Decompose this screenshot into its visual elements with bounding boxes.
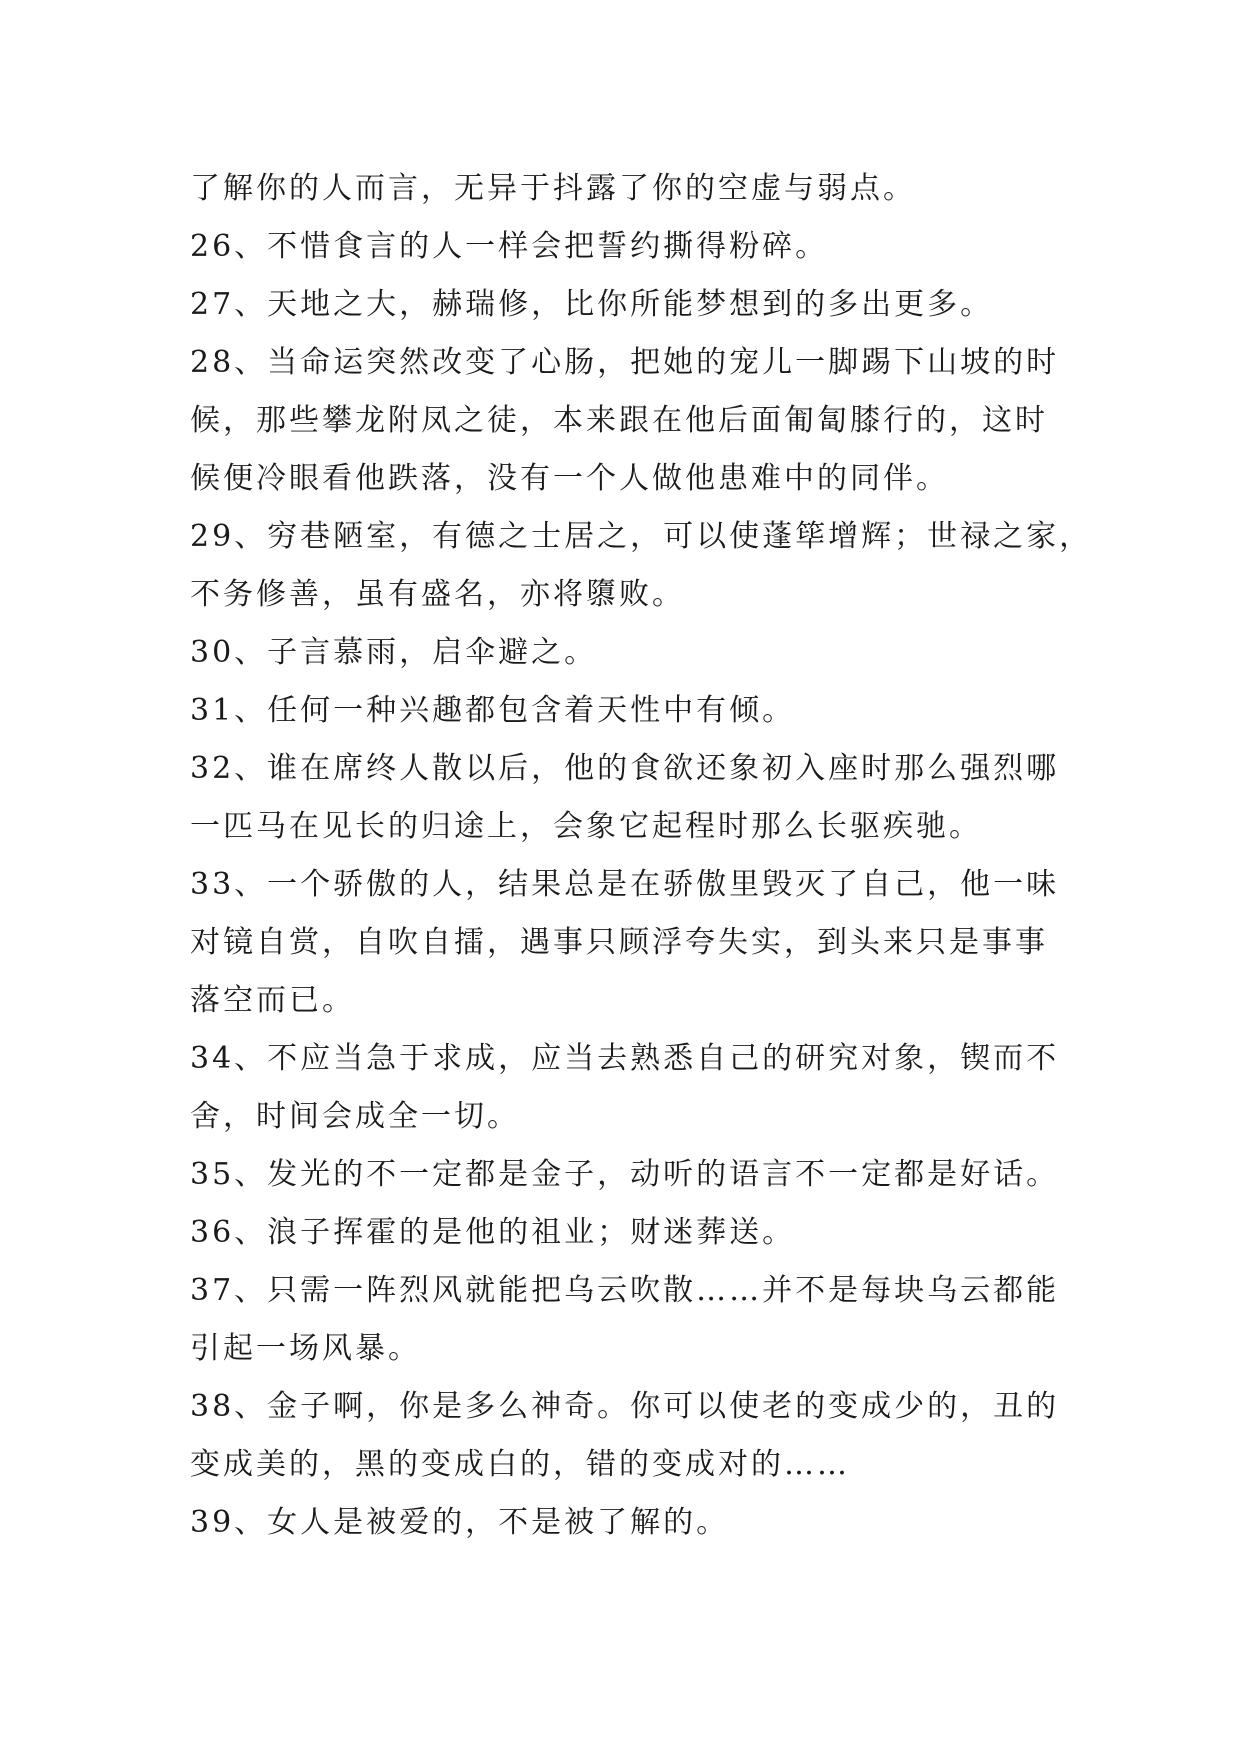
text-line: 舍，时间会成全一切。: [190, 1099, 520, 1134]
text-line: 33、一个骄傲的人，结果总是在骄傲里毁灭了自己，他一味: [190, 867, 1060, 902]
text-line: 一匹马在见长的归途上，会象它起程时那么长驱疾驰。: [190, 809, 982, 844]
text-line: 30、子言慕雨，启伞避之。: [190, 635, 598, 670]
text-line: 候，那些攀龙附凤之徒，本来跟在他后面匍匐膝行的，这时: [190, 403, 1048, 438]
text-line: 了解你的人而言，无异于抖露了你的空虚与弱点。: [190, 171, 916, 206]
text-line: 引起一场风暴。: [190, 1331, 421, 1366]
text-line: 候便冷眼看他跌落，没有一个人做他患难中的同伴。: [190, 461, 949, 496]
text-line: 36、浪子挥霍的是他的祖业；财迷葬送。: [190, 1215, 796, 1250]
text-line: 29、穷巷陋室，有德之士居之，可以使蓬筚增辉；世禄之家，: [190, 519, 1093, 554]
text-line: 落空而已。: [190, 983, 355, 1018]
text-line: 对镜自赏，自吹自擂，遇事只顾浮夸失实，到头来只是事事: [190, 925, 1048, 960]
document-page: [190, 160, 1093, 1552]
text-line: 35、发光的不一定都是金子，动听的语言不一定都是好话。: [190, 1157, 1060, 1192]
text-line: 38、金子啊，你是多么神奇。你可以使老的变成少的，丑的: [190, 1389, 1060, 1424]
text-line: 26、不惜食言的人一样会把誓约撕得粉碎。: [190, 229, 829, 264]
text-line: 32、谁在席终人散以后，他的食欲还象初入座时那么强烈哪: [190, 751, 1060, 786]
text-line: 37、只需一阵烈风就能把乌云吹散……并不是每块乌云都能: [190, 1273, 1060, 1308]
text-line: 变成美的，黑的变成白的，错的变成对的……: [190, 1447, 850, 1482]
text-line: 34、不应当急于求成，应当去熟悉自己的研究对象，锲而不: [190, 1041, 1060, 1076]
text-line: 39、女人是被爱的，不是被了解的。: [190, 1505, 730, 1540]
text-line: 28、当命运突然改变了心肠，把她的宠儿一脚踢下山坡的时: [190, 345, 1060, 380]
text-line: 不务修善，虽有盛名，亦将隳败。: [190, 577, 685, 612]
text-line: 31、任何一种兴趣都包含着天性中有倾。: [190, 693, 796, 728]
text-line: 27、天地之大，赫瑞修，比你所能梦想到的多出更多。: [190, 287, 994, 322]
